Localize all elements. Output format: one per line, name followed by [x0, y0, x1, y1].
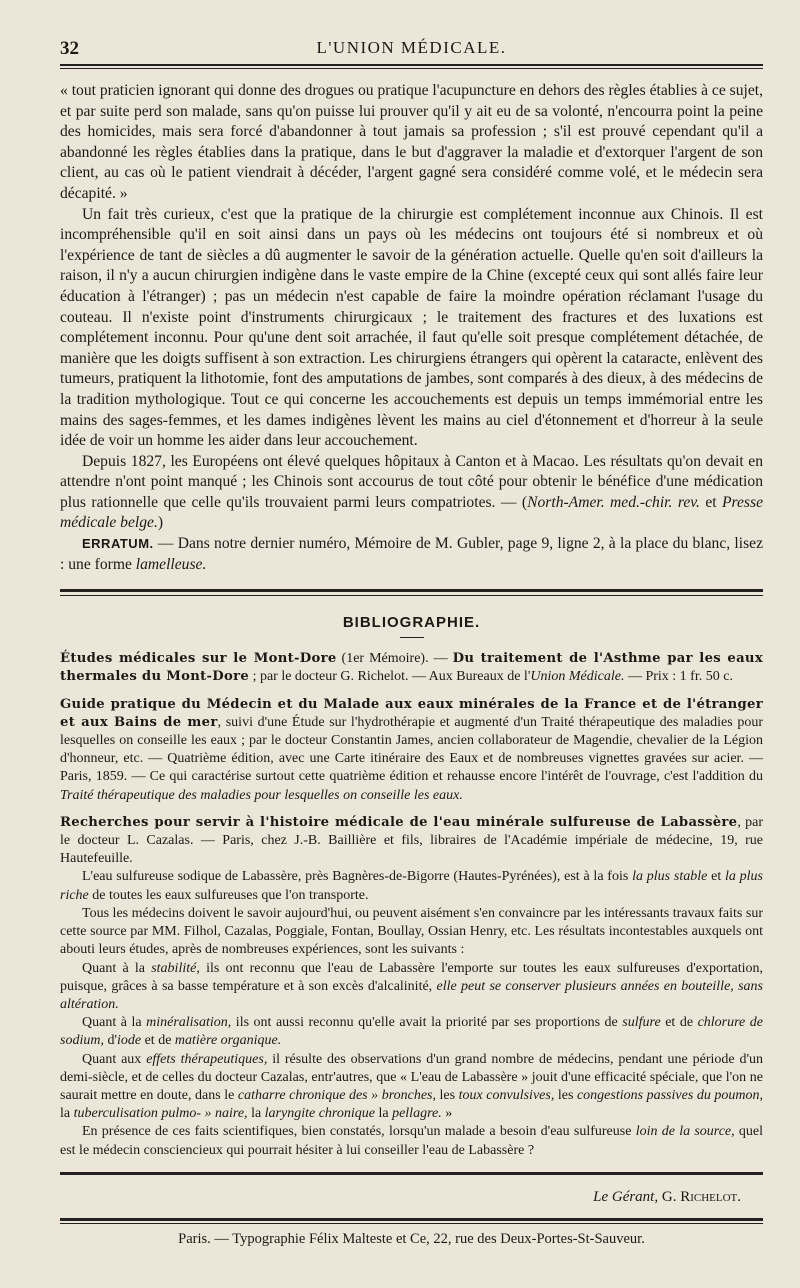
italic-run: la plus riche: [60, 869, 764, 903]
section-rules: [60, 589, 763, 596]
section-rule-thin: [60, 595, 763, 596]
text-run: il résulte des observations d'un grand nombre de médecins, pendant une période d'un demi-siècle, et de celles du docteur Cazalas, entr'autres, que « L'eau de Labassère » jouit d'une efficacité spéciale, que l'on ne saurait mettre en doute, dans le: [60, 1051, 763, 1103]
text-run: et de: [141, 1033, 175, 1049]
italic-run: loin de la source: [635, 1124, 732, 1140]
text-run: »: [441, 1106, 453, 1122]
italic-run: minéralisation,: [146, 1015, 232, 1031]
italic-run: iode: [116, 1033, 142, 1049]
signature-rule: [60, 1172, 763, 1175]
erratum-text: — Dans notre dernier numéro, Mémoire de M. Gubler, page 9, ligne 2, à la place du blanc, lisez : une forme: [60, 535, 763, 573]
source-citation-1: North-Amer. med.-chir. rev.: [527, 493, 700, 511]
italic-run: congestions passives du poumon,: [576, 1087, 763, 1103]
bibliography-short-rule: [400, 637, 424, 638]
bib-entry-guide: [60, 696, 763, 805]
bib-entry-subtitle: Du traitement de l'Asthme par les eaux thermales du Mont-Dore: [60, 651, 763, 685]
bib-entry-italic: Traité thérapeutique des maladies pour lesquelles on conseille les eaux.: [60, 787, 463, 803]
imprint-rule-thin: [60, 1223, 763, 1224]
italic-run: toux convulsives,: [458, 1087, 555, 1103]
signature-rule-heavy: [60, 1172, 763, 1175]
italic-run: laryngite chronique: [264, 1106, 375, 1122]
erratum-label: ERRATUM.: [82, 536, 154, 552]
bib-entry-mont-dore: [60, 650, 763, 686]
labassere-paragraph-3: [60, 960, 763, 1015]
erratum-paragraph: [60, 534, 763, 575]
signature: [60, 1189, 741, 1206]
bibliography-heading: BIBLIOGRAPHIE.: [342, 614, 481, 632]
text-run: les: [436, 1087, 459, 1103]
imprint-line: Paris. — Typographie Félix Malteste et Ce, 22, rue des Deux-Portes-St-Sauveur.: [178, 1230, 645, 1247]
signature-name: G. Richelot.: [658, 1188, 741, 1205]
bib-entry-journal: Union Médicale.: [530, 669, 625, 685]
bib-entry-title: Recherches pour servir à l'histoire médicale de l'eau minérale sulfureuse de Labassère: [60, 814, 738, 830]
bib-entry-title: Guide pratique du Médecin et du Malade aux eaux minérales de la France et de l'étranger et aux Bains de mer: [60, 696, 763, 730]
text-run: et de: [660, 1015, 698, 1031]
italic-run: elle peut se conserver plusieurs années en bouteille, sans altération.: [60, 978, 763, 1012]
bib-entry-price: — Prix : 1 fr. 50 c.: [624, 669, 733, 685]
article-body: [60, 81, 763, 575]
hospitals-paragraph: [60, 452, 763, 534]
text-run: la: [247, 1106, 265, 1122]
bib-entry-title: Études médicales sur le Mont-Dore: [60, 651, 337, 667]
surgery-paragraph: Un fait très curieux, c'est que la pratique de la chirurgie est complétement inconnue aux Chinois. Il est incompréhensible qu'il en soit ainsi dans un pays où les médecins ont toujours été si nombreux et où l'expérience de tant de siècles a dû augmenter le savoir de la génération actuelle. Quelle qu'en soit d'ailleurs la raison, il n'y a aucun chirurgien indigène dans le vaste empire de la Chine (excepté ceux qui sont allés faire leur éducation à l'étranger) ; pas un médecin n'est capable de faire la moindre opération réclamant l'usage du couteau. Il n'existe point d'instruments chirurgicaux ; le traitement des fractures et des luxations est complétement inconnu. Pour qu'une dent soit arrachée, il faut qu'elle soit presque complétement détachée, de manière que les doigts suffisent à son extraction. Les chirurgiens étrangers qui opèrent la cataracte, enlèvent des tumeurs, pratiquent la lithotomie, font des amputations de jambes, sont comparés à des dieux, à des médecins de la tradition mythologique. Tout ce qui concerne les accouchements est depuis un temps immémorial entre les mains des sages-femmes, et les dames indigènes lèvent les mains au ciel d'étonnement et d'horreur à la seule idée de voir un homme les aider dans leur accouchement.: [60, 205, 763, 450]
page-number: 32: [60, 38, 79, 59]
labassere-paragraph-1: [60, 868, 763, 904]
labassere-paragraph-6: [60, 1123, 763, 1159]
quote-paragraph: « tout praticien ignorant qui donne des drogues ou pratique l'acupuncture en dehors des règles établies à ce sujet, et par suite perd son malade, sans qu'on puisse lui prouver qu'il y ait eu de sa volonté, n'encourra point la peine des homicides, mais sera forcé d'abandonner à tout jamais sa profession ; s'il est prouvé cependant qu'il a abandonné les règles établies dans la pratique, dans le but d'aggraver la maladie et d'extorquer l'argent de son client, au cas où le patient viendrait à décéder, l'argent gagné sera considéré comme volé, et le médecin sera décapité. »: [60, 82, 764, 202]
italic-run: chlorure de sodium,: [60, 1015, 763, 1049]
labassere-paragraph-5: [60, 1051, 763, 1124]
text-run: ils ont reconnu que l'eau de Labassère l'emporte sur toutes les eaux sulfureuses d'exportation, puisque, grâces à sa basse température et à son excès d'alcalinité,: [60, 960, 764, 994]
signature-role: Le Gérant,: [593, 1188, 659, 1205]
source-close: ): [157, 514, 164, 532]
header-rule: [60, 64, 763, 69]
bib-entry-details: ; par le docteur G. Richelot. — Aux Bureaux de l': [249, 669, 531, 685]
imprint-rule-heavy: [60, 1218, 763, 1221]
hospitals-text: Depuis 1827, les Européens ont élevé quelques hôpitaux à Canton et à Macao. Les résultats qu'on devait en attendre n'ont point manqué ; les Chinois sont accourus de tout côté pour obtenir le bénéfice d'une médication plus rationnelle que celle qu'ils trouvaient parmi leurs compatriotes. — (: [60, 452, 763, 511]
text-run: L'eau sulfureuse sodique de Labassère, près Bagnères-de-Bigorre (Hautes-Pyrénées), est à la fois: [82, 869, 633, 885]
text-run: Quant à la: [82, 960, 152, 976]
italic-run: stabilité,: [151, 960, 200, 976]
bib-entry-details: , par le docteur L. Cazalas. — Paris, chez J.-B. Baillière et fils, libraires de l'Académie impériale de médecine, 19, rue Hautefeuille.: [60, 814, 763, 867]
bib-entry-details: , suivi d'une Étude sur l'hydrothérapie et augmenté d'un Traité thérapeutique des maladies pour lesquelles on conseille les eaux ; par le docteur Constantin James, ancien collaborateur de Magendie, chevalier de la Légion d'honneur, etc. — Quatrième édition, avec une Carte itinéraire des Eaux et de nombreuses vignettes gravées sur acier. — Paris, 1859. — Ce qui caractérise surtout cette quatrième édition et rehausse encore l'intérêt de l'ouvrage, c'est l'addition du: [60, 714, 763, 785]
text-run: Quant à la: [82, 1015, 147, 1031]
erratum-word: lamelleuse.: [135, 555, 207, 573]
text-run: la: [374, 1106, 393, 1122]
labassere-paragraph-4: [60, 1014, 763, 1050]
section-rule-heavy: [60, 589, 763, 592]
text-run: d': [103, 1033, 117, 1049]
page-header: [60, 32, 763, 58]
imprint-rules: [60, 1218, 763, 1224]
text-run: En présence de ces faits scientifiques, bien constatés, lorsqu'un malade a besoin d'eau sulfureuse: [82, 1124, 636, 1140]
text-run: ils ont aussi reconnu qu'elle avait la priorité par ses proportions de: [231, 1015, 623, 1031]
bib-entry-memoire: (1er Mémoire). —: [336, 651, 453, 667]
text-run: de toutes les eaux sulfureuses que l'on transporte.: [88, 887, 369, 903]
bib-entry-labassere: [60, 814, 763, 869]
italic-run: catharre chronique des » bronches,: [237, 1087, 436, 1103]
italic-run: pellagre.: [392, 1106, 442, 1122]
bibliography-body: [60, 650, 763, 1159]
italic-run: tuberculisation pulmo- » naire,: [73, 1106, 248, 1122]
italic-run: sulfure: [622, 1015, 661, 1031]
text-run: Quant aux: [82, 1051, 147, 1067]
text-run: et: [707, 869, 725, 885]
italic-run: effets thérapeutiques,: [146, 1051, 268, 1067]
labassere-paragraph-2: Tous les médecins doivent le savoir aujourd'hui, ou peuvent aisément s'en convaincre par les intéressants travaux faits sur cette source par MM. Filhol, Cazalas, Poggiale, Fontan, Boullay, Ossian Henry, etc. Les résultats incontestables auxquels ont abouti leurs études, après de nombreuses expériences, sont les suivants :: [60, 905, 763, 958]
italic-run: matière organique.: [174, 1033, 282, 1049]
source-and: et: [699, 493, 722, 511]
italic-run: la plus stable: [632, 869, 708, 885]
journal-title: L'UNION MÉDICALE.: [316, 38, 507, 57]
text-run: les: [554, 1087, 577, 1103]
source-citation-2: Presse médicale belge.: [60, 493, 763, 532]
text-run: la: [60, 1106, 74, 1122]
text-run: , quel est le médecin consciencieux qui pourrait hésiter à lui conseiller l'eau de Labassère ?: [60, 1124, 764, 1158]
